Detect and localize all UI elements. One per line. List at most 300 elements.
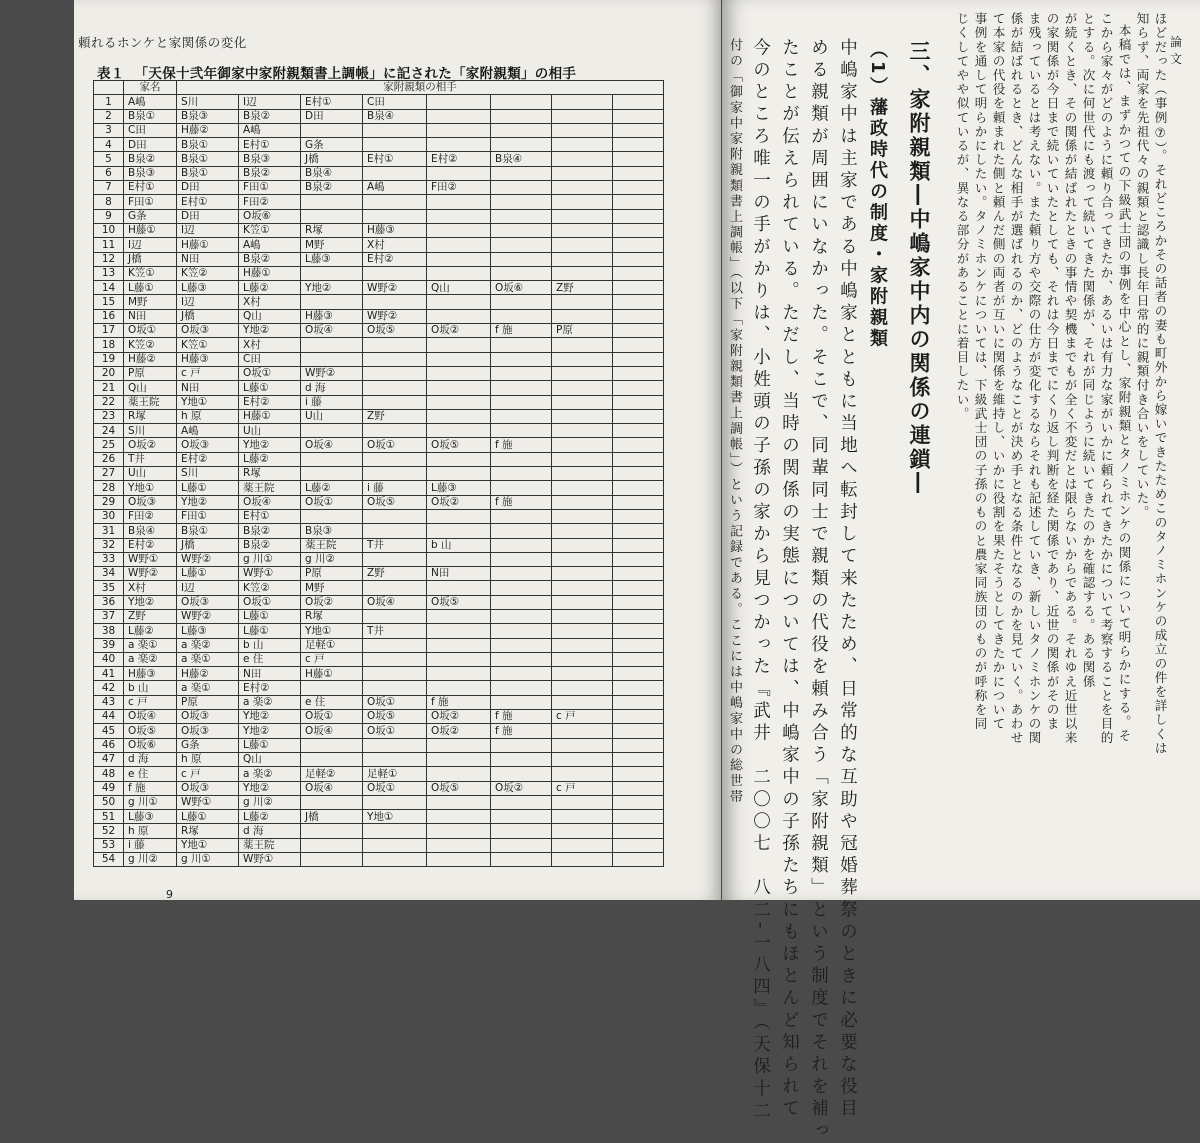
partner-cell xyxy=(613,452,664,466)
partner-cell: a 楽② xyxy=(177,638,239,652)
body-large-line: 中嶋家中は主家である中嶋家とともに当地へ転封して来たため、日常的な互助や冠婚葬祭のときに必要な役目 xyxy=(837,38,858,1121)
partner-cell: B泉④ xyxy=(301,166,363,180)
partner-cell: b 山 xyxy=(427,538,491,552)
partner-cell: O坂④ xyxy=(301,724,363,738)
partner-cell: E村② xyxy=(363,252,427,266)
partner-cell xyxy=(613,495,664,509)
partner-cell: H藤③ xyxy=(301,309,363,323)
partner-cell xyxy=(301,795,363,809)
partner-cell: E村② xyxy=(239,681,301,695)
row-number: 32 xyxy=(94,538,124,552)
partner-cell: N田 xyxy=(239,667,301,681)
partner-cell xyxy=(427,624,491,638)
partner-cell xyxy=(491,266,552,280)
table-row xyxy=(94,166,664,180)
partner-cell xyxy=(427,667,491,681)
row-number: 54 xyxy=(94,853,124,867)
table-row xyxy=(94,681,664,695)
partner-cell: Z野 xyxy=(552,281,613,295)
partner-cell: B泉④ xyxy=(363,109,427,123)
header-house-name: 家名 xyxy=(124,81,177,95)
partner-cell: O坂④ xyxy=(363,595,427,609)
partner-cell xyxy=(363,638,427,652)
partner-cell xyxy=(552,509,613,523)
partner-cell xyxy=(491,595,552,609)
row-number: 5 xyxy=(94,152,124,166)
partner-cell: R塚 xyxy=(177,824,239,838)
partner-cell xyxy=(613,324,664,338)
table-row xyxy=(94,767,664,781)
body-small-line: 係が結ばれるとき、どんな相手が選ばれるのか、どのようなことが決め手となる条件となるのかを見ていく。あわせ xyxy=(1008,12,1024,746)
partner-cell: O坂② xyxy=(427,710,491,724)
partner-cell xyxy=(552,223,613,237)
table-row xyxy=(94,824,664,838)
partner-cell xyxy=(552,795,613,809)
table-row xyxy=(94,567,664,581)
house-name-cell: O坂① xyxy=(124,324,177,338)
house-name-cell: 薬王院 xyxy=(124,395,177,409)
partner-cell xyxy=(552,810,613,824)
partner-cell xyxy=(552,266,613,280)
partner-cell: c 戸 xyxy=(552,781,613,795)
partner-cell xyxy=(491,181,552,195)
house-name-cell: g 川② xyxy=(124,853,177,867)
partner-cell xyxy=(613,567,664,581)
house-name-cell: O坂⑤ xyxy=(124,724,177,738)
body-small-line: 事例を通して明らかにしたい。タノミホンケについては、下級武士団の子孫のものと農家同族団のものが呼称を同 xyxy=(972,12,988,732)
table-row xyxy=(94,152,664,166)
table-row xyxy=(94,295,664,309)
partner-cell xyxy=(491,109,552,123)
partner-cell xyxy=(552,767,613,781)
partner-cell xyxy=(427,738,491,752)
partner-cell: Y地② xyxy=(177,495,239,509)
partner-cell xyxy=(613,309,664,323)
table-row xyxy=(94,738,664,752)
partner-cell: O坂② xyxy=(427,495,491,509)
partner-cell xyxy=(491,853,552,867)
partner-cell: g 川① xyxy=(239,552,301,566)
partner-cell: O坂④ xyxy=(301,781,363,795)
partner-cell xyxy=(552,95,613,109)
partner-cell xyxy=(301,467,363,481)
partner-cell: B泉② xyxy=(239,109,301,123)
house-name-cell: L藤③ xyxy=(124,810,177,824)
partner-cell: M野 xyxy=(301,581,363,595)
partner-cell: H藤② xyxy=(177,667,239,681)
partner-cell xyxy=(491,795,552,809)
partner-cell xyxy=(363,138,427,152)
partner-cell: L藤③ xyxy=(177,624,239,638)
partner-cell: L藤① xyxy=(239,381,301,395)
partner-cell xyxy=(301,838,363,852)
partner-cell xyxy=(552,181,613,195)
partner-cell: g 川② xyxy=(301,552,363,566)
row-number: 44 xyxy=(94,710,124,724)
house-name-cell: F田① xyxy=(124,195,177,209)
table-body xyxy=(94,95,664,867)
partner-cell xyxy=(363,352,427,366)
partner-cell: O坂⑤ xyxy=(427,438,491,452)
partner-cell xyxy=(491,824,552,838)
partner-cell xyxy=(613,738,664,752)
partner-cell xyxy=(613,767,664,781)
partner-cell xyxy=(613,552,664,566)
partner-cell: R塚 xyxy=(239,467,301,481)
partner-cell: X村 xyxy=(363,238,427,252)
partner-cell: B泉① xyxy=(177,152,239,166)
partner-cell: E村① xyxy=(177,195,239,209)
partner-cell xyxy=(552,638,613,652)
partner-cell xyxy=(427,652,491,666)
partner-cell: I辺 xyxy=(177,581,239,595)
partner-cell: g 川① xyxy=(177,853,239,867)
partner-cell: L藤① xyxy=(177,481,239,495)
partner-cell xyxy=(491,810,552,824)
row-number: 41 xyxy=(94,667,124,681)
partner-cell: L藤③ xyxy=(427,481,491,495)
partner-cell: L藤① xyxy=(177,567,239,581)
partner-cell xyxy=(491,252,552,266)
header-blank xyxy=(94,81,124,95)
partner-cell: L藤② xyxy=(239,281,301,295)
row-number: 19 xyxy=(94,352,124,366)
row-number: 1 xyxy=(94,95,124,109)
table-row xyxy=(94,481,664,495)
partner-cell xyxy=(491,138,552,152)
partner-cell xyxy=(613,853,664,867)
partner-cell xyxy=(613,467,664,481)
row-number: 26 xyxy=(94,452,124,466)
partner-cell xyxy=(552,624,613,638)
body-small-line: 本稿では、まずかつての下級武士団の事例を中心とし、家附親類とタノミホンケの関係について明らかにする。そ xyxy=(1116,24,1132,744)
table-row xyxy=(94,838,664,852)
partner-cell: B泉② xyxy=(301,181,363,195)
partner-cell: O坂③ xyxy=(177,724,239,738)
partner-cell: Y地② xyxy=(239,724,301,738)
partner-cell xyxy=(491,195,552,209)
partner-cell: O坂⑥ xyxy=(491,281,552,295)
partner-cell xyxy=(552,138,613,152)
partner-cell: J橋 xyxy=(177,309,239,323)
partner-cell: F田② xyxy=(239,195,301,209)
partner-cell xyxy=(363,667,427,681)
partner-cell xyxy=(363,838,427,852)
partner-cell xyxy=(363,752,427,766)
partner-cell xyxy=(491,524,552,538)
partner-cell xyxy=(427,366,491,380)
table-row xyxy=(94,853,664,867)
partner-cell xyxy=(552,738,613,752)
partner-cell: e 住 xyxy=(239,652,301,666)
partner-cell: T井 xyxy=(363,624,427,638)
partner-cell: O坂① xyxy=(363,724,427,738)
row-number: 8 xyxy=(94,195,124,209)
partner-cell: A嶋 xyxy=(239,123,301,137)
partner-cell: Y地① xyxy=(177,395,239,409)
partner-cell: B泉③ xyxy=(177,109,239,123)
partner-cell: Y地② xyxy=(239,781,301,795)
house-name-cell: O坂③ xyxy=(124,495,177,509)
partner-cell xyxy=(491,652,552,666)
partner-cell xyxy=(552,152,613,166)
house-name-cell: i 藤 xyxy=(124,838,177,852)
table-row xyxy=(94,366,664,380)
partner-cell xyxy=(363,295,427,309)
table-row xyxy=(94,624,664,638)
partner-cell xyxy=(552,581,613,595)
table-row xyxy=(94,752,664,766)
partner-cell xyxy=(427,853,491,867)
body-large-line: たことが伝えられている。ただし、当時の関係の実態については、中嶋家中の子孫たちにもほとんど知られて xyxy=(779,38,800,1121)
partner-cell: J橋 xyxy=(177,538,239,552)
house-name-cell: I辺 xyxy=(124,238,177,252)
partner-cell: O坂⑤ xyxy=(363,495,427,509)
row-number: 11 xyxy=(94,238,124,252)
partner-cell: I辺 xyxy=(177,295,239,309)
partner-cell: a 楽① xyxy=(177,681,239,695)
row-number: 20 xyxy=(94,366,124,380)
partner-cell xyxy=(427,752,491,766)
partner-cell: L藤① xyxy=(239,624,301,638)
partner-cell xyxy=(363,338,427,352)
partner-cell xyxy=(552,166,613,180)
row-number: 37 xyxy=(94,609,124,623)
table-row xyxy=(94,710,664,724)
table-row xyxy=(94,609,664,623)
house-name-cell: S川 xyxy=(124,424,177,438)
house-name-cell: F田② xyxy=(124,509,177,523)
partner-cell xyxy=(613,352,664,366)
row-number: 33 xyxy=(94,552,124,566)
partner-cell xyxy=(427,767,491,781)
table-row xyxy=(94,324,664,338)
partner-cell xyxy=(491,338,552,352)
partner-cell xyxy=(613,595,664,609)
row-number: 12 xyxy=(94,252,124,266)
partner-cell xyxy=(552,667,613,681)
partner-cell: Y地① xyxy=(363,810,427,824)
row-number: 22 xyxy=(94,395,124,409)
partner-cell: O坂② xyxy=(301,595,363,609)
partner-cell xyxy=(613,138,664,152)
partner-cell xyxy=(363,738,427,752)
partner-cell xyxy=(363,195,427,209)
table-row xyxy=(94,95,664,109)
house-name-cell: P原 xyxy=(124,366,177,380)
partner-cell xyxy=(427,609,491,623)
partner-cell: a 楽② xyxy=(239,767,301,781)
row-number: 6 xyxy=(94,166,124,180)
partner-cell xyxy=(552,409,613,423)
partner-cell: O坂① xyxy=(239,366,301,380)
partner-cell xyxy=(491,381,552,395)
partner-cell xyxy=(552,381,613,395)
partner-cell: N田 xyxy=(177,252,239,266)
kinship-table xyxy=(93,80,664,867)
partner-cell xyxy=(613,195,664,209)
running-head: 頼れるホンケと家関係の変化 xyxy=(78,35,247,50)
partner-cell xyxy=(363,524,427,538)
house-name-cell: d 海 xyxy=(124,752,177,766)
partner-cell xyxy=(427,252,491,266)
partner-cell xyxy=(491,667,552,681)
table-row xyxy=(94,538,664,552)
partner-cell: B泉③ xyxy=(301,524,363,538)
partner-cell xyxy=(491,581,552,595)
house-name-cell: T井 xyxy=(124,452,177,466)
partner-cell: L藤② xyxy=(301,481,363,495)
partner-cell xyxy=(491,681,552,695)
partner-cell xyxy=(613,123,664,137)
table-row xyxy=(94,381,664,395)
row-number: 53 xyxy=(94,838,124,852)
partner-cell: J橋 xyxy=(301,810,363,824)
partner-cell xyxy=(491,695,552,709)
partner-cell xyxy=(613,438,664,452)
partner-cell xyxy=(613,281,664,295)
partner-cell: O坂⑤ xyxy=(363,324,427,338)
partner-cell: G条 xyxy=(177,738,239,752)
row-number: 29 xyxy=(94,495,124,509)
partner-cell xyxy=(491,552,552,566)
partner-cell xyxy=(427,238,491,252)
partner-cell xyxy=(613,181,664,195)
partner-cell xyxy=(552,681,613,695)
partner-cell: C田 xyxy=(363,95,427,109)
partner-cell xyxy=(613,95,664,109)
partner-cell xyxy=(363,366,427,380)
partner-cell: Y地① xyxy=(177,838,239,852)
house-name-cell: Y地② xyxy=(124,595,177,609)
body-small-line: の家関係が今日まで続いていたとしても、それは今日までにくり返し判断を経た関係であり、近世の関係がそのま xyxy=(1044,12,1060,732)
partner-cell: f 施 xyxy=(427,695,491,709)
partner-cell: Z野 xyxy=(363,567,427,581)
house-name-cell: K笠① xyxy=(124,266,177,280)
partner-cell xyxy=(552,567,613,581)
house-name-cell: N田 xyxy=(124,309,177,323)
table-row xyxy=(94,181,664,195)
partner-cell xyxy=(552,366,613,380)
partner-cell xyxy=(613,781,664,795)
partner-cell xyxy=(613,338,664,352)
house-name-cell: R塚 xyxy=(124,409,177,423)
row-number: 52 xyxy=(94,824,124,838)
partner-cell: E村② xyxy=(239,395,301,409)
partner-cell: B泉① xyxy=(177,166,239,180)
partner-cell xyxy=(552,495,613,509)
partner-cell xyxy=(552,238,613,252)
partner-cell xyxy=(613,166,664,180)
partner-cell xyxy=(491,738,552,752)
partner-cell: U山 xyxy=(239,424,301,438)
partner-cell xyxy=(427,552,491,566)
partner-cell: O坂① xyxy=(301,495,363,509)
partner-cell: W野② xyxy=(363,281,427,295)
partner-cell: E村① xyxy=(363,152,427,166)
partner-cell xyxy=(552,609,613,623)
partner-cell: O坂③ xyxy=(177,710,239,724)
table-row xyxy=(94,309,664,323)
partner-cell xyxy=(491,424,552,438)
partner-cell xyxy=(301,195,363,209)
table-row xyxy=(94,424,664,438)
partner-cell: O坂② xyxy=(427,724,491,738)
house-name-cell: f 施 xyxy=(124,781,177,795)
partner-cell: O坂⑥ xyxy=(239,209,301,223)
table-row xyxy=(94,524,664,538)
partner-cell xyxy=(491,223,552,237)
house-name-cell: O坂④ xyxy=(124,710,177,724)
partner-cell xyxy=(363,681,427,695)
partner-cell xyxy=(613,838,664,852)
house-name-cell: O坂⑥ xyxy=(124,738,177,752)
house-name-cell: E村② xyxy=(124,538,177,552)
partner-cell xyxy=(427,838,491,852)
row-number: 36 xyxy=(94,595,124,609)
table-title: 「天保十弐年御家中家附親類書上調帳」に記された「家附親類」の相手 xyxy=(134,66,577,82)
partner-cell xyxy=(491,409,552,423)
partner-cell xyxy=(613,152,664,166)
partner-cell: O坂① xyxy=(239,595,301,609)
partner-cell xyxy=(613,824,664,838)
house-name-cell: H藤③ xyxy=(124,667,177,681)
table-row xyxy=(94,724,664,738)
partner-cell xyxy=(363,652,427,666)
partner-cell xyxy=(613,366,664,380)
partner-cell: E村① xyxy=(239,138,301,152)
body-small-line: 知らず、両家を先祖代々の親類と認識し長年日常的に親類付き合いをしていた。 xyxy=(1134,12,1150,520)
row-number: 30 xyxy=(94,509,124,523)
partner-cell xyxy=(613,395,664,409)
body-large-line: 今のところ唯一の手がかりは、小姓頭の子孫の家から見つかった『武井 二〇〇七 八二‐一八四』（天保十二 xyxy=(750,38,771,1124)
partner-cell xyxy=(363,166,427,180)
partner-cell xyxy=(427,824,491,838)
partner-cell xyxy=(427,209,491,223)
row-number: 25 xyxy=(94,438,124,452)
table-row xyxy=(94,195,664,209)
partner-cell xyxy=(613,266,664,280)
partner-cell xyxy=(427,166,491,180)
partner-cell xyxy=(613,609,664,623)
partner-cell xyxy=(301,681,363,695)
partner-cell xyxy=(491,624,552,638)
partner-cell xyxy=(491,538,552,552)
partner-cell: A嶋 xyxy=(177,424,239,438)
house-name-cell: D田 xyxy=(124,138,177,152)
house-name-cell: B泉② xyxy=(124,152,177,166)
row-number: 43 xyxy=(94,695,124,709)
partner-cell: h 原 xyxy=(177,409,239,423)
partner-cell: c 戸 xyxy=(177,767,239,781)
partner-cell xyxy=(301,123,363,137)
partner-cell: W野① xyxy=(239,853,301,867)
row-number: 49 xyxy=(94,781,124,795)
partner-cell: g 川② xyxy=(239,795,301,809)
house-name-cell: H藤② xyxy=(124,352,177,366)
partner-cell xyxy=(363,509,427,523)
partner-cell: b 山 xyxy=(239,638,301,652)
body-large-line: める親類が周囲にいなかった。そこで、同輩同士で親類の代役を頼み合う「家附親類」という制度でそれを補っ xyxy=(808,38,829,1143)
partner-cell: c 戸 xyxy=(301,652,363,666)
partner-cell xyxy=(427,424,491,438)
section-heading: 三、家附親類―中嶋家中内の関係の連鎖― xyxy=(907,40,931,496)
partner-cell: M野 xyxy=(301,238,363,252)
table-row xyxy=(94,695,664,709)
partner-cell: X村 xyxy=(239,338,301,352)
partner-cell xyxy=(491,838,552,852)
partner-cell xyxy=(613,810,664,824)
